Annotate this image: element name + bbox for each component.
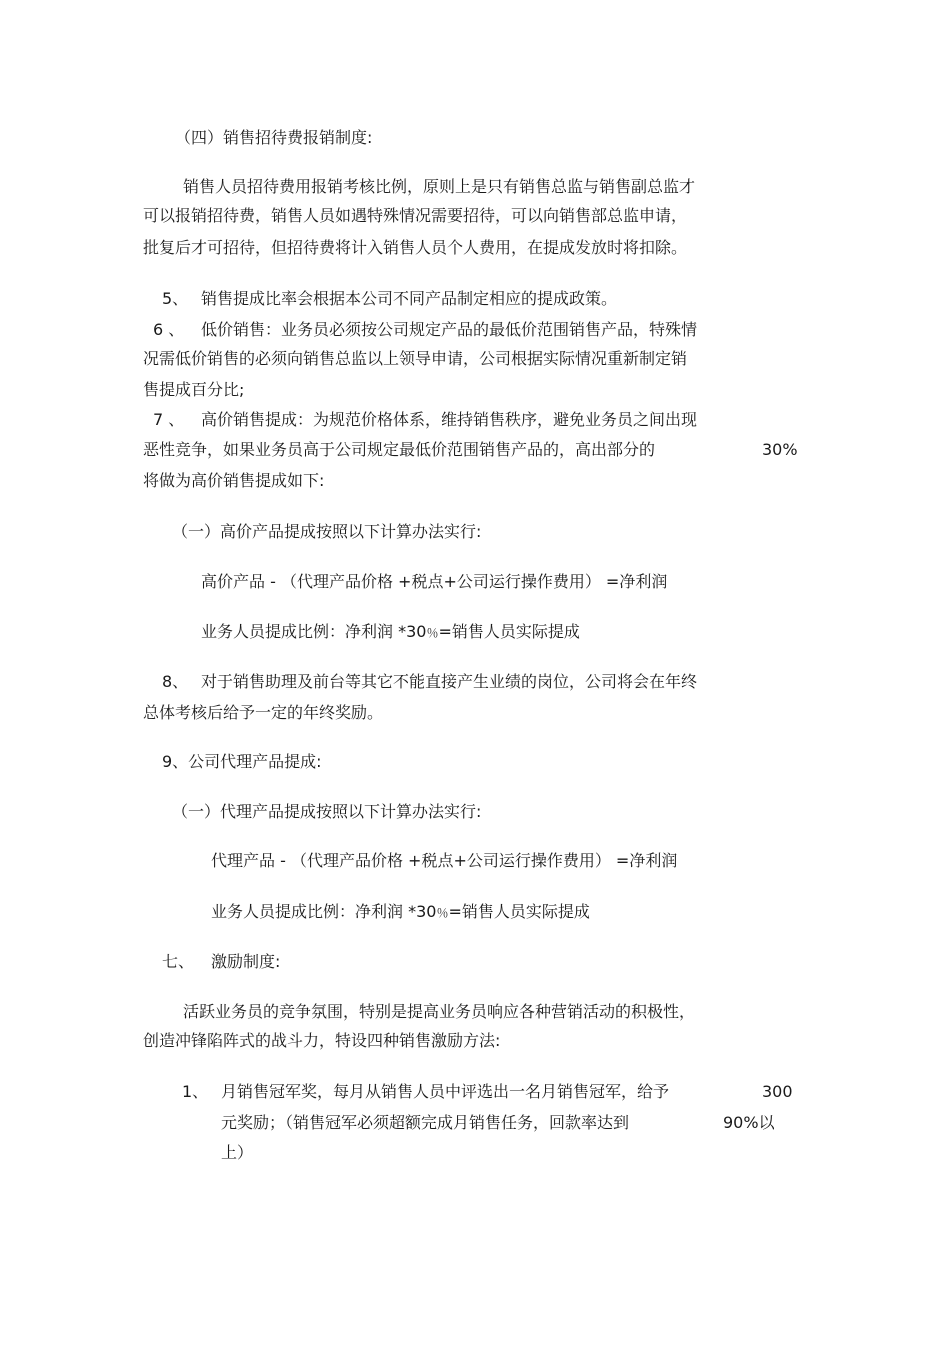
section7-title: 激励制度: <box>211 952 281 971</box>
item6-line-2: 况需低价销售的必须向销售总监以上领导申请，公司根据实际情况重新制定销 <box>143 349 688 368</box>
high-price-heading: （一）高价产品提成按照以下计算办法实行: <box>172 522 482 541</box>
section4-heading: （四）销售招待费报销制度: <box>175 128 373 147</box>
agent-heading: （一）代理产品提成按照以下计算办法实行: <box>172 802 482 821</box>
item6-number: 6 、 <box>153 320 185 339</box>
item7-line-2: 恶性竞争，如果业务员高于公司规定最低价范围销售产品的，高出部分的 <box>143 440 656 459</box>
high-price-formula-commission: 业务人员提成比例：净利润 *30％=销售人员实际提成 <box>201 622 580 641</box>
section4-line-3: 批复后才可招待，但招待费将计入销售人员个人费用，在提成发放时将扣除。 <box>143 238 688 257</box>
award1-amount: 300 <box>762 1082 793 1101</box>
item9-heading: 9、公司代理产品提成: <box>162 752 322 771</box>
item8-line-1: 对于销售助理及前台等其它不能直接产生业绩的岗位，公司将会在年终 <box>201 672 698 691</box>
high-price-formula-net-profit: 高价产品 - （代理产品价格 +税点+公司运行操作费用） =净利润 <box>201 572 668 591</box>
item7-line-3: 将做为高价销售提成如下: <box>143 471 325 490</box>
section7-number: 七、 <box>162 952 195 971</box>
item8-number: 8、 <box>162 672 189 691</box>
agent-formula-net-profit: 代理产品 - （代理产品价格 +税点+公司运行操作费用） =净利润 <box>211 851 678 870</box>
section4-line-1: 销售人员招待费用报销考核比例，原则上是只有销售总监与销售副总监才 <box>183 177 696 196</box>
award1-rate: 90%以 <box>723 1113 775 1132</box>
section4-line-2: 可以报销招待费，销售人员如遇特殊情况需要招待，可以向销售部总监申请， <box>143 206 688 225</box>
section7-line-1: 活跃业务员的竞争氛围，特别是提高业务员响应各种营销活动的积极性， <box>183 1002 696 1021</box>
award1-line-2: 元奖励；（销售冠军必须超额完成月销售任务，回款率达到 <box>221 1113 630 1132</box>
section7-line-2: 创造冲锋陷阵式的战斗力，特设四种销售激励方法: <box>143 1031 501 1050</box>
item7-line-1: 高价销售提成：为规范价格体系，维持销售秩序，避免业务员之间出现 <box>201 410 698 429</box>
item5-text: 销售提成比率会根据本公司不同产品制定相应的提成政策。 <box>201 289 618 308</box>
item7-number: 7 、 <box>153 410 185 429</box>
award1-number: 1、 <box>182 1082 209 1101</box>
agent-formula-commission: 业务人员提成比例：净利润 *30％=销售人员实际提成 <box>211 902 590 921</box>
item8-line-2: 总体考核后给予一定的年终奖励。 <box>143 703 384 722</box>
item7-percentage: 30% <box>762 440 798 459</box>
item6-line-1: 低价销售：业务员必须按公司规定产品的最低价范围销售产品，特殊情 <box>201 320 698 339</box>
item6-line-3: 售提成百分比; <box>143 380 245 399</box>
award1-line-3: 上） <box>221 1143 254 1162</box>
award1-line-1: 月销售冠军奖，每月从销售人员中评选出一名月销售冠军，给予 <box>221 1082 670 1101</box>
item5-number: 5、 <box>162 289 189 308</box>
